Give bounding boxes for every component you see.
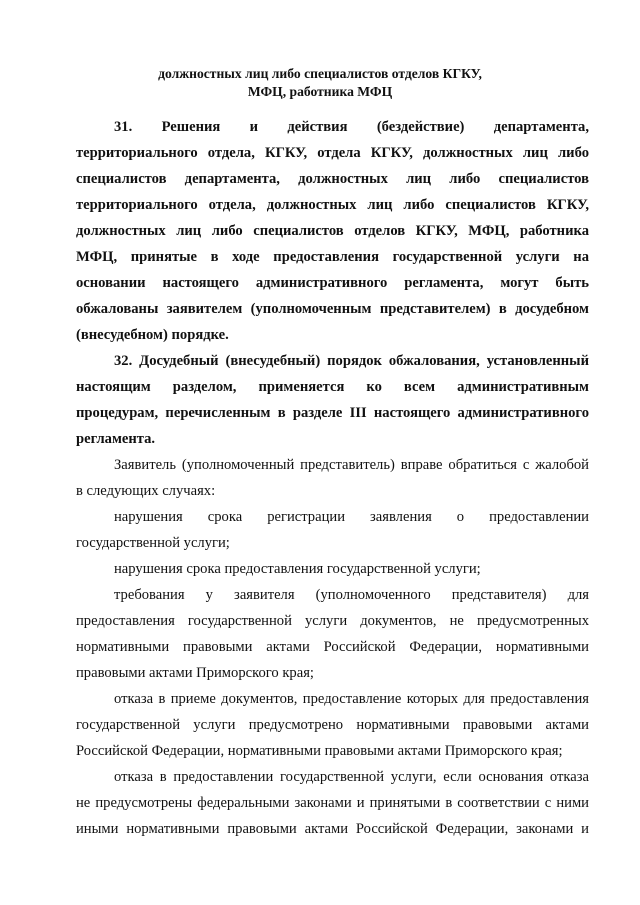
section-heading-line-2: МФЦ, работника МФЦ: [247, 84, 393, 99]
paragraph-31-line: должностных лиц либо специалистов отделов КГКУ, МФЦ, работника: [76, 223, 589, 239]
case-3-line: нормативными правовыми актами Российской Федерации, нормативными: [76, 639, 589, 655]
case-4-line: государственной услуги предусмотрено нормативными правовыми актами: [76, 717, 589, 733]
paragraph-32-line: процедурам, перечисленным в разделе III настоящего административного: [76, 405, 589, 421]
paragraph-31-line: территориального отдела, должностных лиц либо специалистов КГКУ,: [76, 197, 589, 213]
case-3-line: предоставления государственной услуги документов, не предусмотренных: [76, 613, 589, 629]
paragraph-31-line: МФЦ, принятые в ходе предоставления государственной услуги на: [76, 249, 589, 265]
case-5-line: иными нормативными правовыми актами Российской Федерации, законами и: [76, 821, 589, 837]
case-4-line: отказа в приеме документов, предоставление которых для предоставления: [114, 691, 589, 707]
case-3-line: правовыми актами Приморского края;: [76, 665, 314, 681]
paragraph-32-line: настоящим разделом, применяется ко всем административным: [76, 379, 589, 395]
paragraph-31-line: (внесудебном) порядке.: [76, 327, 229, 343]
case-3-line: требования у заявителя (уполномоченного представителя) для: [114, 587, 589, 603]
intro-paragraph-line: Заявитель (уполномоченный представитель) вправе обратиться с жалобой: [114, 457, 589, 473]
case-5-line: не предусмотрены федеральными законами и принятыми в соответствии с ними: [76, 795, 589, 811]
paragraph-31-line: специалистов департамента, должностных лиц либо специалистов: [76, 171, 589, 187]
case-4-line: Российской Федерации, нормативными правовыми актами Приморского края;: [76, 743, 563, 759]
case-1-line: государственной услуги;: [76, 535, 230, 551]
paragraph-32-line: регламента.: [76, 431, 156, 447]
case-5-line: отказа в предоставлении государственной услуги, если основания отказа: [114, 769, 589, 785]
intro-paragraph-line: в следующих случаях:: [76, 483, 216, 499]
paragraph-31-line: территориального отдела, КГКУ, отдела КГКУ, должностных лиц либо: [76, 145, 589, 161]
paragraph-31-line: основании настоящего административного регламента, могут быть: [76, 275, 589, 291]
case-1-line: нарушения срока регистрации заявления о предоставлении: [114, 509, 589, 525]
paragraph-31-line: 31. Решения и действия (бездействие) департамента,: [114, 119, 589, 135]
paragraph-32-line: 32. Досудебный (внесудебный) порядок обжалования, установленный: [114, 353, 589, 369]
section-heading-line-1: должностных лиц либо специалистов отделов КГКУ,: [158, 66, 482, 81]
paragraph-31-line: обжалованы заявителем (уполномоченным представителем) в досудебном: [76, 301, 589, 317]
case-2-line: нарушения срока предоставления государственной услуги;: [114, 561, 481, 577]
